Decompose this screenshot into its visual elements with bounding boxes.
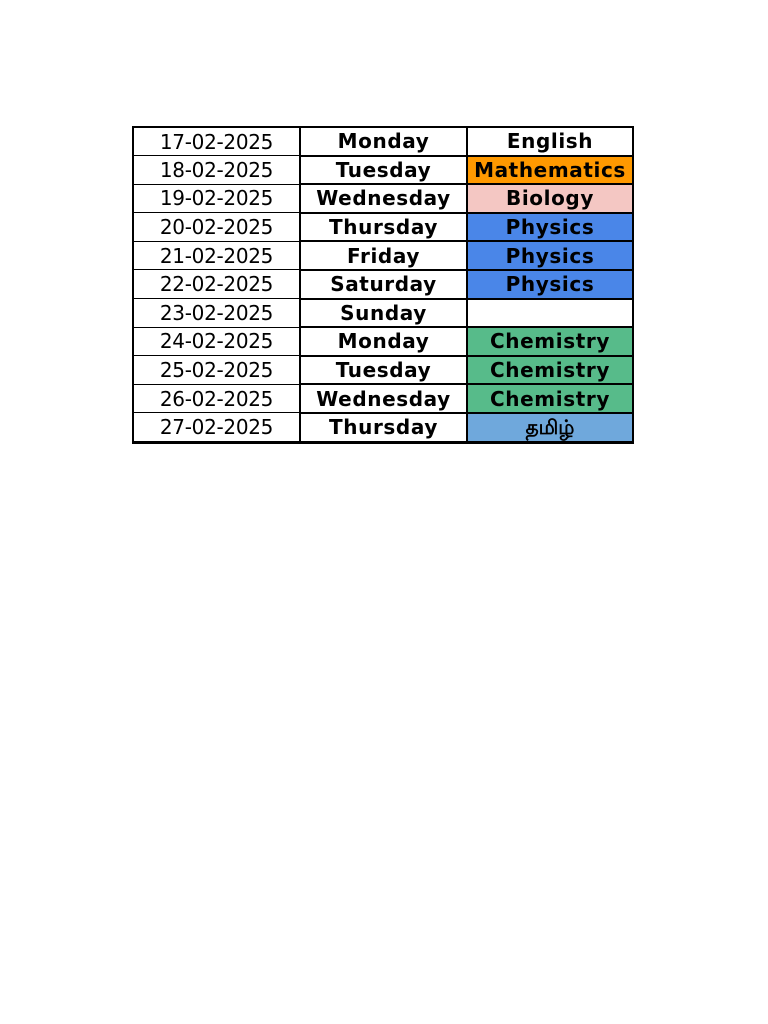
date-cell[interactable]: 26-02-2025 [133,384,300,413]
date-cell[interactable]: 23-02-2025 [133,299,300,328]
day-cell[interactable]: Monday [300,127,467,156]
table-row [133,184,633,213]
day-cell[interactable]: Saturday [300,270,467,299]
table-row [133,156,633,185]
table-row [133,299,633,328]
day-cell[interactable]: Thursday [300,213,467,242]
date-cell[interactable]: 22-02-2025 [133,270,300,299]
date-cell[interactable]: 24-02-2025 [133,327,300,356]
table-row [133,327,633,356]
exam-schedule-sheet [132,126,632,444]
day-cell[interactable]: Friday [300,241,467,270]
subject-cell[interactable]: Biology [467,184,633,213]
day-cell[interactable]: Wednesday [300,384,467,413]
table-row [133,413,633,442]
subject-cell[interactable]: Chemistry [467,384,633,413]
schedule-body [133,127,633,442]
subject-cell[interactable] [467,299,633,328]
date-cell[interactable]: 19-02-2025 [133,184,300,213]
table-row [133,241,633,270]
subject-cell[interactable]: Chemistry [467,327,633,356]
day-cell[interactable]: Monday [300,327,467,356]
date-cell[interactable]: 18-02-2025 [133,156,300,185]
date-cell[interactable]: 25-02-2025 [133,356,300,385]
subject-cell[interactable]: Physics [467,213,633,242]
day-cell[interactable]: Tuesday [300,356,467,385]
table-row [133,270,633,299]
exam-schedule-table [132,126,634,444]
subject-cell[interactable]: Physics [467,241,633,270]
table-row [133,213,633,242]
date-cell[interactable]: 21-02-2025 [133,241,300,270]
date-cell[interactable]: 17-02-2025 [133,127,300,156]
day-cell[interactable]: Thursday [300,413,467,442]
date-cell[interactable]: 20-02-2025 [133,213,300,242]
subject-cell[interactable]: தமிழ் [467,413,633,442]
date-cell[interactable]: 27-02-2025 [133,413,300,442]
table-row [133,127,633,156]
subject-cell[interactable]: English [467,127,633,156]
day-cell[interactable]: Tuesday [300,156,467,185]
table-row [133,356,633,385]
day-cell[interactable]: Sunday [300,299,467,328]
table-row [133,384,633,413]
subject-cell[interactable]: Chemistry [467,356,633,385]
subject-cell[interactable]: Mathematics [467,156,633,185]
day-cell[interactable]: Wednesday [300,184,467,213]
subject-cell[interactable]: Physics [467,270,633,299]
